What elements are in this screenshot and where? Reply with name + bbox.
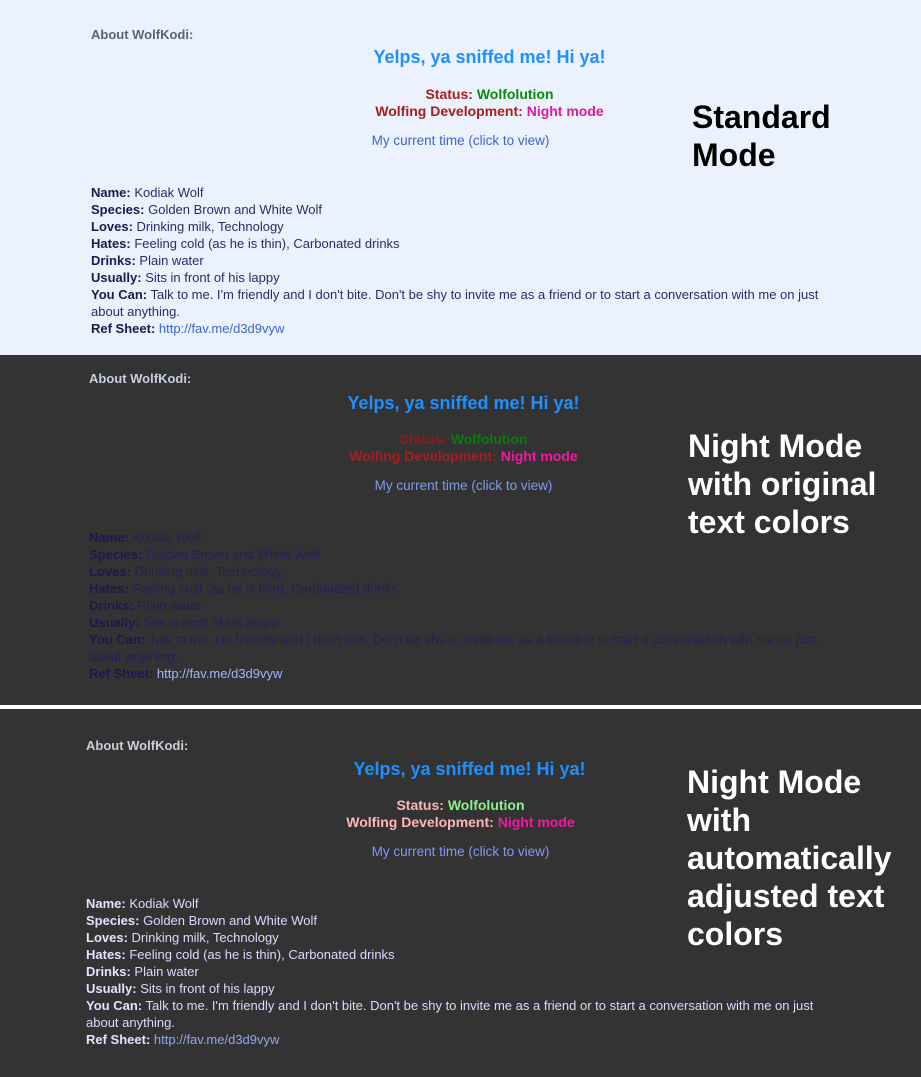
mode-caption [692, 98, 831, 174]
mode-caption [688, 427, 876, 541]
usually-value: Sits in front of his lappy [141, 270, 280, 285]
about-heading: About WolfKodi: [91, 27, 194, 42]
mode-caption-line: Night Mode [688, 428, 863, 464]
profile-row-drinks [86, 963, 846, 980]
status-label: Status: [396, 797, 448, 813]
profile-row-you-can [91, 286, 851, 320]
name-label: Name: [89, 530, 129, 545]
status-value: Wolfolution [450, 431, 528, 447]
profile-row-ref-sheet [91, 320, 851, 337]
greeting-title: Yelps, ya sniffed me! Hi ya! [353, 759, 586, 779]
development-label: Wolfing Development: [349, 448, 501, 464]
development-label: Wolfing Development: [346, 814, 498, 830]
mode-caption-line: Standard [692, 99, 831, 135]
drinks-label: Drinks: [86, 964, 131, 979]
ref-sheet-label: Ref Sheet: [89, 666, 154, 681]
usually-value: Sits in front of his lappy [136, 981, 275, 996]
profile-row-ref-sheet [86, 1031, 846, 1048]
drinks-value: Plain water [135, 253, 204, 268]
ref-sheet-link[interactable]: http://fav.me/d3d9vyw [156, 666, 283, 681]
name-label: Name: [91, 185, 131, 200]
current-time-link[interactable]: My current time (click to view) [371, 133, 550, 148]
greeting-title: Yelps, ya sniffed me! Hi ya! [373, 47, 606, 67]
loves-label: Loves: [91, 219, 133, 234]
profile-row-species [89, 546, 849, 563]
you-can-value: Talk to me. I'm friendly and I don't bite. Don't be shy to invite me as a friend or to start a conversation with me on just about anything. [91, 287, 819, 319]
profile-row-drinks [91, 252, 851, 269]
drinks-label: Drinks: [89, 598, 134, 613]
profile-row-ref-sheet [89, 665, 849, 682]
hates-value: Feeling cold (as he is thin), Carbonated drinks [130, 236, 400, 251]
development-value: Night mode [500, 448, 578, 464]
mode-caption-line: with [687, 802, 751, 838]
loves-label: Loves: [89, 564, 131, 579]
night-mode-adjusted-panel [0, 709, 921, 1077]
loves-value: Drinking milk, Technology [127, 930, 279, 945]
mode-caption-line: text colors [688, 504, 850, 540]
name-value: Kodiak Wolf [130, 185, 204, 200]
about-heading: About WolfKodi: [86, 738, 189, 753]
ref-sheet-link[interactable]: http://fav.me/d3d9vyw [153, 1032, 280, 1047]
profile-info [89, 529, 849, 682]
you-can-label: You Can: [89, 632, 146, 647]
drinks-value: Plain water [133, 598, 202, 613]
hates-label: Hates: [86, 947, 126, 962]
hates-value: Feeling cold (as he is thin), Carbonated drinks [128, 581, 398, 596]
mode-caption-line: Night Mode [687, 764, 862, 800]
mode-caption-line: automatically [687, 840, 892, 876]
ref-sheet-link[interactable]: http://fav.me/d3d9vyw [158, 321, 285, 336]
profile-row-loves [91, 218, 851, 235]
drinks-label: Drinks: [91, 253, 136, 268]
loves-value: Drinking milk, Technology [130, 564, 282, 579]
standard-mode-panel [0, 0, 921, 355]
ref-sheet-label: Ref Sheet: [91, 321, 156, 336]
drinks-value: Plain water [130, 964, 199, 979]
status-value: Wolfolution [447, 797, 525, 813]
hates-label: Hates: [89, 581, 129, 596]
usually-value: Sits in front of his lappy [139, 615, 278, 630]
current-time-link[interactable]: My current time (click to view) [374, 478, 553, 493]
night-mode-original-panel [0, 355, 921, 705]
mode-caption-line: colors [687, 916, 784, 952]
mode-caption [687, 763, 892, 953]
name-value: Kodiak Wolf [128, 530, 202, 545]
development-label: Wolfing Development: [375, 103, 527, 119]
status-label: Status: [425, 86, 477, 102]
loves-label: Loves: [86, 930, 128, 945]
usually-label: Usually: [86, 981, 137, 996]
profile-row-you-can [89, 631, 849, 665]
profile-row-usually [86, 980, 846, 997]
profile-info [91, 184, 851, 337]
ref-sheet-label: Ref Sheet: [86, 1032, 151, 1047]
you-can-value: Talk to me. I'm friendly and I don't bite. Don't be shy to invite me as a friend or to start a conversation with me on just about anything. [89, 632, 817, 664]
greeting-title: Yelps, ya sniffed me! Hi ya! [347, 393, 580, 413]
usually-label: Usually: [89, 615, 140, 630]
species-value: Golden Brown and White Wolf [139, 913, 317, 928]
status-label: Status: [399, 431, 451, 447]
you-can-label: You Can: [86, 998, 143, 1013]
profile-row-species [91, 201, 851, 218]
name-value: Kodiak Wolf [125, 896, 199, 911]
profile-row-usually [89, 614, 849, 631]
profile-row-you-can [86, 997, 846, 1031]
usually-label: Usually: [91, 270, 142, 285]
development-value: Night mode [497, 814, 575, 830]
species-label: Species: [89, 547, 143, 562]
profile-row-usually [91, 269, 851, 286]
you-can-label: You Can: [91, 287, 148, 302]
mode-caption-line: adjusted text [687, 878, 885, 914]
profile-row-hates [89, 580, 849, 597]
loves-value: Drinking milk, Technology [132, 219, 284, 234]
hates-value: Feeling cold (as he is thin), Carbonated drinks [125, 947, 395, 962]
species-value: Golden Brown and White Wolf [144, 202, 322, 217]
you-can-value: Talk to me. I'm friendly and I don't bite. Don't be shy to invite me as a friend or to start a conversation with me on just about anything. [86, 998, 814, 1030]
mode-caption-line: Mode [692, 137, 776, 173]
development-value: Night mode [526, 103, 604, 119]
about-heading: About WolfKodi: [89, 371, 192, 386]
species-label: Species: [91, 202, 145, 217]
species-label: Species: [86, 913, 140, 928]
profile-row-drinks [89, 597, 849, 614]
profile-row-loves [89, 563, 849, 580]
status-value: Wolfolution [476, 86, 554, 102]
profile-row-hates [91, 235, 851, 252]
current-time-link[interactable]: My current time (click to view) [371, 844, 550, 859]
profile-row-name [91, 184, 851, 201]
hates-label: Hates: [91, 236, 131, 251]
species-value: Golden Brown and White Wolf [142, 547, 320, 562]
mode-caption-line: with original [688, 466, 877, 502]
name-label: Name: [86, 896, 126, 911]
